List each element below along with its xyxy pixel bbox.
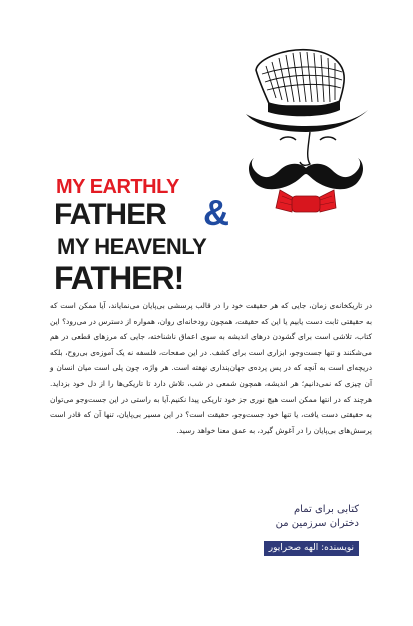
bow-tie-icon bbox=[276, 190, 336, 212]
title-line-1: MY EARTHLY bbox=[56, 176, 179, 198]
author-badge: نویسنده: الهه صحرایور bbox=[264, 541, 359, 556]
tagline-line-1: کتابی برای تمام bbox=[293, 504, 359, 515]
title-ampersand: & bbox=[203, 192, 229, 233]
face-sketch-icon bbox=[280, 132, 336, 165]
gentleman-illustration bbox=[236, 40, 376, 230]
title-line-4: FATHER! bbox=[54, 260, 184, 296]
cover-blurb: در تاریکخانه‌ی زمان، جایی که هر حقیقت خود را در قالب پرسشی بی‌پایان می‌نمایاند، آیا ممکن است که به حقیقتی ثابت دست یابیم یا این که حقیقت، همچون رودخانه‌ای روان، همواره از دسترس در می‌رود؟ این کتاب، تلاشی است برای گشودن درهای اندیشه به سوی اعماق ناشناخته، جایی که مرزهای قطعی در هم می‌شکنند و تنها جست‌وجو، ابزاری است برای کشف. در این صفحات، فلسفه نه یک آموزه‌ی بی‌روح، بلکه دریچه‌ای است به آنچه که در پس پرده‌ی جهان‌پنداری نهفته است. هر واژه، چون پلی است میان انسان و آن چیزی که نمی‌دانیم؛ هر اندیشه، همچون شمعی در شب، تلاش دارد تا تاریکی‌ها را از دل خود بزداید. هرچند که در انتها ممکن است هیچ نوری جز خود تاریکی پیدا نکنیم.آیا به راستی در این جست‌وجو می‌توان به حقیقتی دست یافت، یا تنها خود جست‌وجو، حقیقت است؟ در این مسیر بی‌پایان، تنها آن که قادر است پرسش‌های بی‌پایان را در آغوش گیرد، به عمق معنا خواهد رسید. bbox=[50, 301, 372, 435]
title-line-2: FATHER bbox=[54, 198, 166, 231]
mustache-icon bbox=[249, 158, 363, 189]
top-hat-icon bbox=[246, 50, 368, 132]
tagline-line-2: دختران سرزمین من bbox=[275, 518, 359, 529]
title-line-3: MY HEAVENLY bbox=[57, 234, 207, 259]
tagline bbox=[159, 503, 359, 531]
